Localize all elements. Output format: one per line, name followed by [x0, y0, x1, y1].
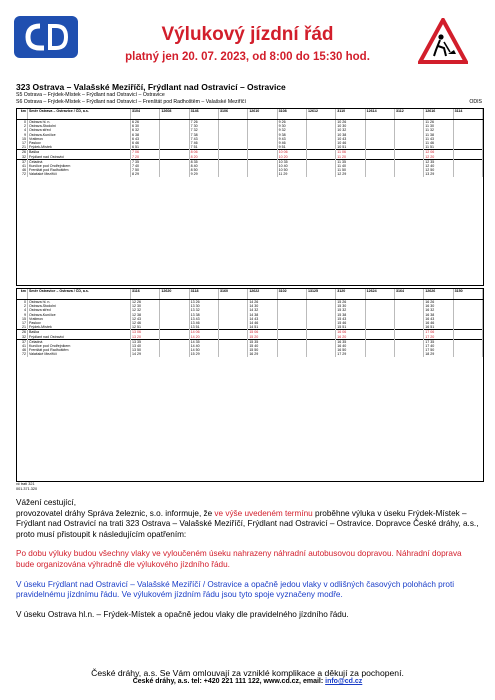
paragraph-3: V úseku Frýdlant nad Ostravicí – Valašské Meziříčí / Ostravice a opačně jedou vlaky v odlišných časových polohách proti pravidelnému jízdnímu řádu. Ve výlukovém jízdním řádu jsou tyto spoje vyznačeny modře. [16, 579, 455, 600]
tt-bottom-train-3118: 3118 [189, 289, 218, 300]
row-time: 6 26 [131, 120, 160, 125]
tt-bottom-table [17, 289, 483, 357]
greeting: Vážení cestující, [16, 498, 77, 507]
tt-bottom-train-3116: 3116 [131, 289, 160, 300]
tt-bottom-train-3150: 3150 [453, 289, 482, 300]
row-time: 6 32 [131, 128, 160, 132]
row-station: Čeladná [28, 159, 131, 164]
row-station: Čeladná [28, 339, 131, 344]
row-time: 11 51 [424, 145, 453, 150]
row-time: 8 40 [189, 164, 218, 168]
tt-top-table [17, 109, 483, 177]
row-time [365, 352, 394, 356]
row-time [160, 352, 189, 356]
tt-bottom-train-12622: 12622 [248, 289, 277, 300]
row-time: 10 38 [336, 133, 365, 137]
row-time: 7 06 [131, 150, 160, 155]
tt-top-train-3110: 3110 [336, 109, 365, 120]
paragraph-1-a: provozovatel dráhy Správa železnic, s.o. informuje, že [16, 508, 215, 518]
row-time: 7 50 [131, 168, 160, 172]
row-time: 13 26 [189, 300, 218, 305]
row-time: 17 35 [424, 339, 453, 344]
row-time: 9 46 [277, 141, 306, 145]
row-time: 6 30 [131, 124, 160, 128]
row-time: 17 50 [424, 348, 453, 352]
row-time: 16 30 [424, 304, 453, 308]
row-time [248, 172, 277, 176]
row-station: Valašské Meziříčí [28, 172, 131, 176]
row-time: 14 06 [189, 330, 218, 335]
row-time: 7 30 [189, 124, 218, 128]
row-km: 4 [17, 128, 28, 132]
row-station: Ostrava hl. n. [28, 120, 131, 125]
row-time: 11 38 [424, 133, 453, 137]
row-time: 11 35 [336, 159, 365, 164]
row-station: Frýdek-Místek [28, 145, 131, 150]
paragraph-4: V úseku Ostrava hl.n. – Frýdek-Místek a opačně jedou vlaky dle pravidelného jízdního řádu. [16, 609, 349, 619]
tt-bottom-header-row [17, 289, 483, 300]
row-station: Frenštát pod Radhoštěm [28, 348, 131, 352]
page-header [0, 0, 495, 78]
row-km: 2 [17, 304, 28, 308]
row-time: 16 32 [424, 308, 453, 312]
row-time [365, 172, 394, 176]
tt-top-header-station: Směr Ostrava – Ostravice / ČD, a.s. [28, 109, 131, 120]
row-time: 14 51 [248, 325, 277, 330]
row-km: 41 [17, 164, 28, 168]
row-time: 10 50 [277, 168, 306, 172]
row-station: Ostrava-Kunčice [28, 313, 131, 317]
row-time: 12 38 [131, 313, 160, 317]
timetable-top [16, 108, 484, 286]
row-time: 8 50 [189, 168, 218, 172]
row-station: Ostrava střed [28, 128, 131, 132]
table-row [17, 352, 483, 356]
row-time: 12 30 [131, 304, 160, 308]
tt-bottom-header-station: Směr Ostravice – Ostrava / ČD, a.s. [28, 289, 131, 300]
row-time: 12 29 [336, 172, 365, 176]
row-time: 11 40 [336, 164, 365, 168]
row-time: 8 35 [189, 159, 218, 164]
row-station: Ostrava-Stodolní [28, 124, 131, 128]
row-time: 15 43 [336, 317, 365, 321]
footer [0, 668, 495, 685]
validity-date: 20. 07. 2023, od 8:00 do 15:30 hod. [181, 51, 370, 63]
row-time: 8 20 [189, 155, 218, 160]
row-time: 13 46 [189, 321, 218, 325]
row-time: 11 32 [424, 128, 453, 132]
row-time: 13 06 [131, 330, 160, 335]
tt-bottom-train-3164: 3164 [394, 289, 423, 300]
row-time: 15 38 [336, 313, 365, 317]
row-time: 7 46 [189, 141, 218, 145]
row-time: 15 32 [336, 308, 365, 312]
tt-bottom-train-13125: 13125 [306, 289, 335, 300]
line-sub-1-text: S5 Ostrava – Frýdek-Místek – Frýdlant nad Ostravicí – Ostravice [16, 92, 165, 98]
notice-text [16, 498, 481, 620]
row-time [453, 352, 482, 356]
tt-bottom-header-km: km [17, 289, 28, 300]
row-time: 7 51 [189, 145, 218, 150]
row-km: 9 [17, 133, 28, 137]
roadwork-warning-icon [418, 18, 468, 64]
row-time: 12 35 [424, 159, 453, 164]
page-title: Výlukový jízdní řád [161, 24, 334, 45]
row-station: Ostrava hl. n. [28, 300, 131, 305]
row-time: 7 32 [189, 128, 218, 132]
row-km: 37 [17, 339, 28, 344]
row-time: 13 35 [131, 339, 160, 344]
tt-bottom-train-12624: 12624 [365, 289, 394, 300]
tt-top-header-km: km [17, 109, 28, 120]
row-time: 14 35 [189, 339, 218, 344]
note-1: vč trati 321 [16, 482, 35, 486]
row-time: 11 46 [424, 141, 453, 145]
row-time: 15 20 [248, 335, 277, 340]
row-time: 11 30 [424, 124, 453, 128]
row-time: 12 40 [424, 164, 453, 168]
row-time: 14 32 [248, 308, 277, 312]
row-km: 46 [17, 168, 28, 172]
row-time [453, 172, 482, 176]
row-time: 16 35 [336, 339, 365, 344]
row-km: 17 [17, 321, 28, 325]
row-time: 10 30 [336, 124, 365, 128]
row-time: 7 38 [189, 133, 218, 137]
row-time: 15 06 [248, 330, 277, 335]
row-time: 17 29 [336, 352, 365, 356]
row-time: 13 20 [131, 335, 160, 340]
row-time: 12 46 [131, 321, 160, 325]
row-time: 8 29 [131, 172, 160, 176]
tt-top-train-3108: 3108 [277, 109, 306, 120]
row-time [277, 352, 306, 356]
tt-top-train-12612: 12612 [306, 109, 335, 120]
row-time: 10 40 [277, 164, 306, 168]
row-time: 16 43 [424, 317, 453, 321]
row-time: 13 30 [189, 304, 218, 308]
tt-top-train-12616: 12616 [424, 109, 453, 120]
row-time: 12 06 [424, 150, 453, 155]
row-time [394, 172, 423, 176]
row-time: 11 06 [336, 150, 365, 155]
tt-bottom-train-12626: 12626 [424, 289, 453, 300]
row-time: 15 50 [248, 348, 277, 352]
row-station: Paskov [28, 141, 131, 145]
row-time: 8 06 [189, 150, 218, 155]
row-time: 9 51 [277, 145, 306, 150]
row-time: 15 26 [336, 300, 365, 305]
row-km: 2 [17, 124, 28, 128]
row-km: 0 [17, 120, 28, 125]
row-time: 14 29 [131, 352, 160, 356]
row-time: 12 20 [424, 155, 453, 160]
line-sub-2-text: S6 Ostrava – Frýdek-Místek – Frýdlant nad Ostravicí – Frenštát pod Radhoštěm – Valašské Meziříčí [16, 99, 246, 105]
paragraph-1 [16, 509, 481, 541]
row-time: 7 20 [131, 155, 160, 160]
note-2: 001.371.320 [16, 487, 38, 491]
row-time: 14 26 [248, 300, 277, 305]
row-km: 21 [17, 145, 28, 150]
row-time: 14 43 [248, 317, 277, 321]
row-time: 15 51 [336, 325, 365, 330]
validity-prefix: platný jen [125, 51, 182, 63]
row-station: Ostrava-Kunčice [28, 133, 131, 137]
row-time: 11 29 [277, 172, 306, 176]
row-time: 9 26 [277, 120, 306, 125]
row-time: 17 06 [424, 330, 453, 335]
odis-label: ODIS [469, 99, 482, 105]
row-km: 9 [17, 313, 28, 317]
line-title: 323 Ostrava – Valašské Meziříčí, Frýdlant nad Ostravicí – Ostravice [16, 82, 286, 92]
paragraph-2: Po dobu výluky budou všechny vlaky ve vyloučeném úseku nahrazeny náhradní autobusovou dopravou. Náhradní doprava bude organizována výhradně dle výlukového jízdního řádu. [16, 549, 462, 569]
tt-top-train-3146: 3146 [189, 109, 218, 120]
row-station: Frenštát pod Radhoštěm [28, 168, 131, 172]
row-station: Ostrava-Stodolní [28, 304, 131, 308]
row-time: 7 35 [131, 159, 160, 164]
tt-top-train-12610: 12610 [248, 109, 277, 120]
row-km: 17 [17, 141, 28, 145]
row-km: 15 [17, 317, 28, 321]
row-time: 15 29 [189, 352, 218, 356]
row-time [306, 172, 335, 176]
row-station: Kunčice pod Ondřejníkem [28, 164, 131, 168]
row-time: 11 50 [336, 168, 365, 172]
row-time: 16 06 [336, 330, 365, 335]
footer-contact [0, 678, 495, 685]
tt-bottom-train-3102: 3102 [277, 289, 306, 300]
row-time: 13 43 [189, 317, 218, 321]
row-station: Ostrava střed [28, 308, 131, 312]
row-station: Frýdlant nad Ostravicí [28, 335, 131, 340]
row-time: 14 50 [189, 348, 218, 352]
row-time: 16 51 [424, 325, 453, 330]
row-time: 16 40 [336, 344, 365, 348]
row-km: 32 [17, 335, 28, 340]
tt-top-train-12614: 12614 [365, 109, 394, 120]
row-time: 16 38 [424, 313, 453, 317]
tt-bottom-train-12620: 12620 [160, 289, 189, 300]
row-km: 0 [17, 300, 28, 305]
tt-top-train-12608: 12608 [160, 109, 189, 120]
row-time: 14 46 [248, 321, 277, 325]
tt-bottom-train-3120: 3120 [336, 289, 365, 300]
footer-apology: České dráhy, a.s. Se Vám omlouvají za vzniklé komplikace a děkují za pochopení. [91, 668, 404, 678]
tt-top-train-3112: 3112 [394, 109, 423, 120]
row-time: 15 35 [248, 339, 277, 344]
row-time: 10 43 [336, 137, 365, 141]
row-time: 9 29 [189, 172, 218, 176]
row-time: 17 40 [424, 344, 453, 348]
row-time: 15 40 [248, 344, 277, 348]
row-time: 10 32 [336, 128, 365, 132]
row-time: 15 46 [336, 321, 365, 325]
row-time: 14 40 [189, 344, 218, 348]
row-km: 15 [17, 137, 28, 141]
row-station: Vratimov [28, 317, 131, 321]
row-time: 7 26 [189, 120, 218, 125]
line-sub-1 [16, 92, 482, 99]
row-time: 9 38 [277, 133, 306, 137]
row-time: 15 30 [336, 304, 365, 308]
row-km: 32 [17, 155, 28, 160]
row-time: 13 29 [424, 172, 453, 176]
row-time: 12 32 [131, 308, 160, 312]
row-time: 14 38 [248, 313, 277, 317]
tt-top-header-row [17, 109, 483, 120]
row-time [394, 352, 423, 356]
timetable-notes [16, 482, 37, 492]
row-km: 72 [17, 352, 28, 356]
row-time: 6 43 [131, 137, 160, 141]
tt-bottom-train-3160: 3160 [218, 289, 247, 300]
row-time: 10 51 [336, 145, 365, 150]
row-time [306, 352, 335, 356]
line-info [16, 82, 482, 106]
row-time: 6 38 [131, 133, 160, 137]
row-station: Baška [28, 330, 131, 335]
tt-top-train-3106: 3106 [218, 109, 247, 120]
row-km: 46 [17, 348, 28, 352]
row-km: 72 [17, 172, 28, 176]
row-time: 10 26 [336, 120, 365, 125]
row-time: 12 51 [131, 325, 160, 330]
row-station: Paskov [28, 321, 131, 325]
row-station: Baška [28, 150, 131, 155]
row-time: 16 29 [248, 352, 277, 356]
row-time [160, 172, 189, 176]
table-row [17, 172, 483, 176]
row-time: 11 20 [336, 155, 365, 160]
row-time: 9 43 [277, 137, 306, 141]
timetable-bottom [16, 288, 484, 482]
row-time: 12 26 [131, 300, 160, 305]
row-km: 26 [17, 150, 28, 155]
row-time: 16 46 [424, 321, 453, 325]
row-time: 12 43 [131, 317, 160, 321]
row-time: 10 35 [277, 159, 306, 164]
footer-email-link[interactable]: info@cd.cz [325, 678, 363, 685]
row-station: Frýdlant nad Ostravicí [28, 155, 131, 160]
row-time: 13 40 [131, 344, 160, 348]
row-time: 16 50 [336, 348, 365, 352]
row-km: 37 [17, 159, 28, 164]
tt-top-train-3104: 3104 [131, 109, 160, 120]
row-km: 41 [17, 344, 28, 348]
row-time: 11 26 [424, 120, 453, 125]
row-time: 7 40 [131, 164, 160, 168]
row-time: 10 46 [336, 141, 365, 145]
row-time: 10 06 [277, 150, 306, 155]
row-time: 17 20 [424, 335, 453, 340]
row-time: 14 20 [189, 335, 218, 340]
row-time: 14 30 [248, 304, 277, 308]
row-km: 4 [17, 308, 28, 312]
row-time: 9 30 [277, 124, 306, 128]
row-time: 13 50 [131, 348, 160, 352]
row-km: 26 [17, 330, 28, 335]
row-station: Kunčice pod Ondřejníkem [28, 344, 131, 348]
row-time: 6 51 [131, 145, 160, 150]
paragraph-1-red: ve výše uvedeném termínu [214, 508, 313, 518]
row-station: Valašské Meziříčí [28, 352, 131, 356]
row-time: 11 43 [424, 137, 453, 141]
row-time: 16 26 [424, 300, 453, 305]
row-time: 13 32 [189, 308, 218, 312]
row-time: 6 46 [131, 141, 160, 145]
row-time: 13 38 [189, 313, 218, 317]
row-time [218, 172, 247, 176]
row-time: 7 43 [189, 137, 218, 141]
row-time: 16 20 [336, 335, 365, 340]
footer-contact-text: České dráhy, a.s. tel: +420 221 111 122, www.cd.cz, email: [132, 678, 326, 685]
row-time [218, 352, 247, 356]
row-station: Vratimov [28, 137, 131, 141]
row-time: 12 50 [424, 168, 453, 172]
line-sub-2 [16, 99, 482, 106]
row-time: 18 29 [424, 352, 453, 356]
tt-top-train-3114: 3114 [453, 109, 482, 120]
row-time: 9 32 [277, 128, 306, 132]
paragraph-1-b: proběhne výluka v úseku Frýdek-Místek – Frýdlant nad Ostravicí na trati 323 Ostrava – Valašské Meziříčí, Frýdlant nad Ostravicí – Ostravice. Dopravce České dráhy, a.s., proto musí přistoupit k následujícím opatřením: [16, 508, 479, 539]
row-time: 13 51 [189, 325, 218, 330]
row-time: 10 20 [277, 155, 306, 160]
row-station: Frýdek-Místek [28, 325, 131, 330]
row-km: 21 [17, 325, 28, 330]
